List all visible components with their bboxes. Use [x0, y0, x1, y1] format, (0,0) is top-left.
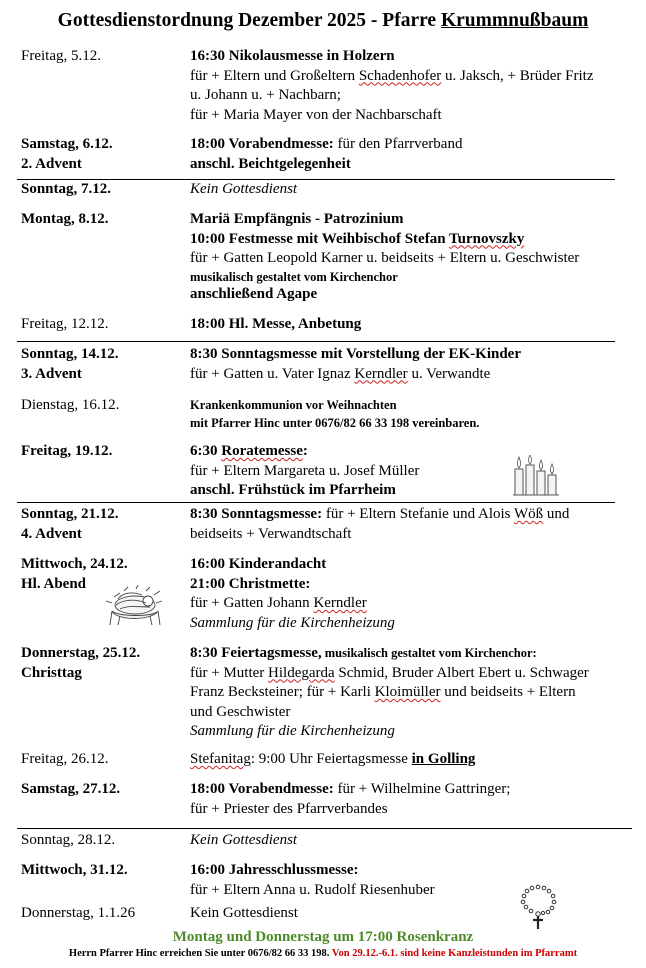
entry-title: 21:00 Christmette:	[190, 575, 311, 592]
entry-text: u. Jaksch, + Brüder Fritz	[441, 67, 594, 84]
entry-location: in Golling	[411, 751, 476, 767]
entry-text: Schmid, Bruder Albert Ebert u. Schwager	[334, 664, 589, 681]
entry-text: für den Pfarrverband	[333, 136, 463, 152]
entry-text: für + Mutter	[190, 664, 269, 681]
entry-details	[190, 644, 640, 742]
entry-note: Sammlung für die Kirchenheizung	[190, 614, 395, 631]
entry-name: Turnovszky	[449, 230, 525, 247]
page-title	[0, 10, 646, 32]
entry-details	[190, 135, 640, 174]
entry-date-text: Sonntag, 21.12.	[21, 506, 119, 522]
footer-office-closed-text: Von 29.12.-6.1. sind keine Kanzleistunden im Pfarramt	[331, 948, 578, 959]
divider	[17, 341, 615, 342]
entry-title: Roratemesse	[221, 443, 303, 459]
nativity-crib-illustration	[106, 585, 164, 627]
entry-date: Donnerstag, 1.1.26	[21, 905, 136, 921]
entry-name: Kloimüller	[374, 684, 441, 700]
entry-details	[190, 904, 640, 924]
entry-details	[190, 861, 640, 900]
entry-date: Sonntag, 7.12.	[21, 181, 112, 197]
entry-text: und Geschwister	[190, 703, 291, 720]
entry-text: Krankenkommunion vor Weihnachten	[190, 398, 397, 412]
entry-title: 8:30 Feiertagsmesse,	[190, 645, 322, 661]
entry-title: 18:00 Vorabendmesse:	[190, 781, 334, 797]
entry-note: musikalisch gestaltet vom Kirchenchor:	[321, 646, 537, 660]
entry-text: u. Verwandte	[407, 365, 491, 382]
entry-text: für + Eltern Stefanie und Alois	[322, 506, 514, 522]
entry-title: 18:00 Hl. Messe, Anbetung	[190, 316, 362, 332]
entry-details	[190, 210, 640, 304]
entry-text: Franz Becksteiner; für + Karli	[190, 684, 375, 700]
entry-text: für + Eltern Anna u. Rudolf Riesenhuber	[190, 881, 435, 898]
entry-date: Freitag, 12.12.	[21, 316, 109, 332]
entry-title: 8:30 Sonntagsmesse:	[190, 506, 323, 522]
entry-text: Kein Gottesdienst	[190, 905, 298, 921]
entry-details	[190, 780, 640, 819]
entry-date-text: Samstag, 6.12.	[21, 136, 113, 152]
entry-date: Samstag, 27.12.	[21, 781, 121, 797]
rosary-illustration	[516, 884, 560, 930]
entry-name: Stefanitag	[190, 751, 251, 767]
entry-date: Sonntag, 28.12.	[21, 832, 116, 848]
entry-date-sub: Christtag	[21, 664, 82, 681]
entry-name: Schadenhofer	[358, 67, 442, 84]
entry-text: 6:30	[190, 443, 222, 459]
entry-date-text: Sonntag, 14.12.	[21, 346, 119, 362]
entry-text: für + Eltern und Großeltern	[190, 67, 359, 84]
entry-text: mit Pfarrer Hinc unter 0676/82 66 33 198 vereinbaren.	[190, 416, 480, 430]
entry-date	[21, 644, 140, 683]
entry-date	[21, 345, 119, 384]
entry-text: für + Maria Mayer von der Nachbarschaft	[190, 106, 442, 123]
entry-text: Kein Gottesdienst	[190, 832, 298, 848]
entry-date-sub: Hl. Abend	[21, 575, 87, 592]
entry-details	[190, 315, 640, 335]
entry-details	[190, 555, 640, 633]
entry-note: Sammlung für die Kirchenheizung	[190, 723, 395, 739]
title-parish: Krummnußbaum	[440, 10, 589, 31]
entry-details	[190, 47, 640, 125]
entry-details	[190, 750, 640, 770]
entry-text: 10:00 Festmesse mit Weihbischof Stefan	[190, 230, 450, 247]
entry-date	[21, 135, 113, 174]
entry-details	[190, 180, 640, 200]
entry-date: Freitag, 26.12.	[21, 751, 109, 767]
entry-text: und beidseits + Eltern	[440, 684, 576, 700]
entry-note: anschl. Beichtgelegenheit	[190, 155, 351, 172]
entry-date: Freitag, 5.12.	[21, 48, 101, 64]
entry-date: Mittwoch, 31.12.	[21, 862, 128, 878]
entry-details	[190, 396, 640, 432]
entry-date: Freitag, 19.12.	[21, 443, 113, 459]
entry-text: : 9:00 Uhr Feiertagsmesse	[250, 751, 412, 767]
entry-name: Kerndler	[354, 365, 408, 382]
divider	[17, 502, 615, 503]
entry-text: für + Gatten u. Vater Ignaz	[190, 365, 355, 382]
entry-date-sub: 2. Advent	[21, 155, 82, 172]
entry-name: Hildegarda	[268, 664, 335, 681]
entry-title: 8:30 Sonntagsmesse mit Vorstellung der EK-Kinder	[190, 346, 521, 362]
entry-date	[21, 505, 119, 544]
candles-illustration	[512, 455, 562, 497]
title-main: Gottesdienstordnung Dezember 2025 - Pfarre	[57, 10, 441, 31]
entry-title: 16:30 Nikolausmesse in Holzern	[190, 48, 395, 64]
entry-name: Kerndler	[313, 595, 367, 611]
entry-date-sub: 4. Advent	[21, 525, 82, 542]
entry-note: anschließend Agape	[190, 285, 318, 302]
entry-date: Montag, 8.12.	[21, 211, 109, 227]
entry-text: für + Eltern Margareta u. Josef Müller	[190, 462, 420, 479]
entry-text: für + Wilhelmine Gattringer;	[333, 781, 511, 797]
entry-text: :	[302, 443, 308, 459]
entry-text: beidseits + Verwandtschaft	[190, 525, 352, 542]
entry-date: Dienstag, 16.12.	[21, 397, 120, 413]
entry-details	[190, 442, 640, 501]
entry-date-text: Mittwoch, 24.12.	[21, 556, 128, 572]
entry-date-sub: 3. Advent	[21, 365, 82, 382]
entry-title: 16:00 Jahresschlussmesse:	[190, 862, 359, 878]
entry-details	[190, 345, 640, 384]
entry-title: 16:00 Kinderandacht	[190, 556, 327, 572]
entry-note: musikalisch gestaltet vom Kirchenchor	[190, 269, 398, 284]
entry-details	[190, 505, 640, 544]
entry-name: Wöß	[514, 506, 544, 522]
entry-text: für + Priester des Pfarrverbandes	[190, 800, 388, 817]
entry-note: anschl. Frühstück im Pfarrheim	[190, 482, 396, 498]
footer-rosary-note: Montag und Donnerstag um 17:00 Rosenkranz	[172, 929, 474, 945]
entry-text: für + Gatten Leopold Karner u. beidseits + Eltern u. Geschwister	[190, 250, 580, 266]
entry-text: für + Gatten Johann	[190, 595, 314, 611]
entry-title: Mariä Empfängnis - Patrozinium	[190, 211, 404, 227]
entry-text: u. Johann u. + Nachbarn;	[190, 87, 341, 103]
entry-text: und	[543, 506, 570, 522]
entry-details	[190, 831, 640, 851]
entry-text: Kein Gottesdienst	[190, 181, 298, 197]
footer-contact-text: Herrn Pfarrer Hinc erreichen Sie unter 0676/82 66 33 198.	[68, 948, 332, 959]
entry-title: 18:00 Vorabendmesse:	[190, 136, 334, 152]
entry-date-text: Donnerstag, 25.12.	[21, 645, 141, 661]
divider	[17, 828, 632, 829]
footer-contact-note	[0, 948, 646, 959]
